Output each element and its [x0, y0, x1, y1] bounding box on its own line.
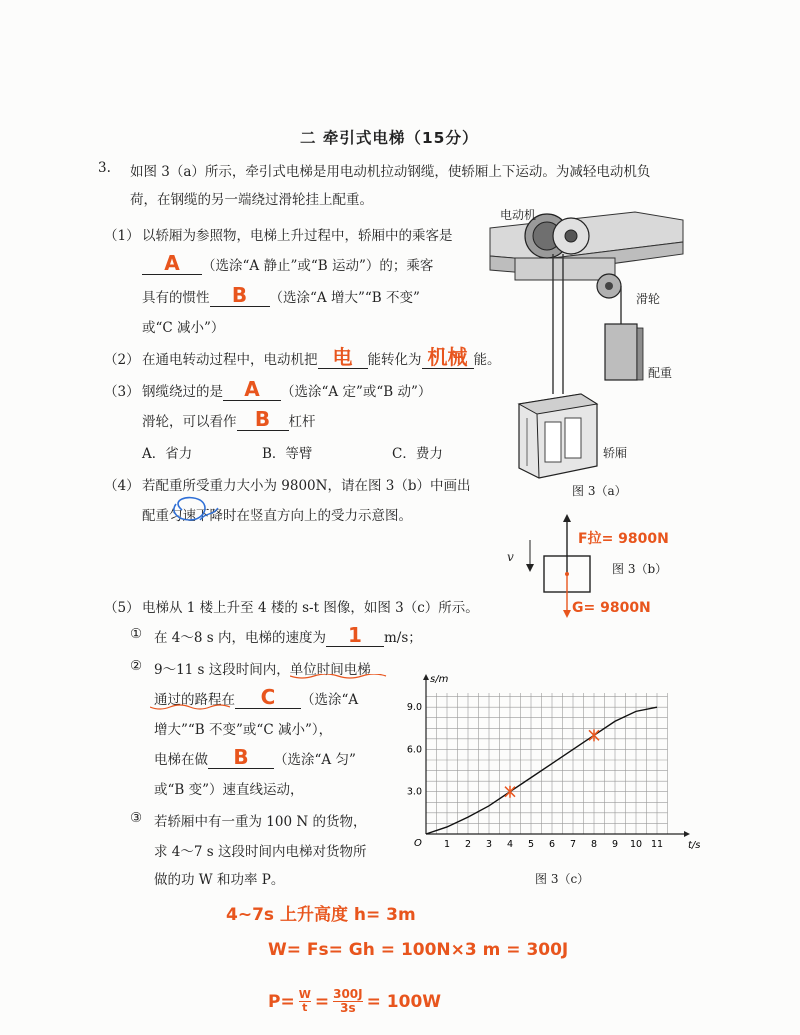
part1-answer-blank-1[interactable] [142, 251, 202, 275]
part1-text-4: （选涂“A 增大”“B 不变” [269, 290, 420, 306]
x-axis-arrow [684, 831, 690, 837]
part3-answer-blank-2[interactable] [237, 407, 289, 431]
part2-answer-blank-2[interactable] [422, 345, 474, 369]
origin-label: O [414, 838, 422, 849]
label-cab: 轿厢 [603, 446, 628, 460]
y-tick-label: 3.0 [406, 786, 422, 798]
part4-number: （4） [104, 478, 140, 494]
force-up-label: F拉= 9800N [578, 531, 669, 547]
sub3-line-3: 做的功 W 和功率 P。 [154, 872, 285, 888]
sub1-answer: 1 [348, 623, 362, 647]
y-tick-label: 9.0 [406, 702, 422, 714]
y-axis-arrow [423, 674, 429, 680]
x-tick-label: 2 [464, 839, 472, 850]
part1-line-5: 或“C 减小”） [142, 320, 225, 336]
sub2-line-5: 或“B 变”）速直线运动， [154, 782, 304, 798]
fig-c-caption: 图 3（c） [535, 872, 590, 886]
elevator-diagram [485, 198, 690, 498]
x-tick-label: 9 [611, 839, 619, 850]
x-tick-label: 3 [485, 839, 493, 850]
part3-option-a[interactable]: A．省力 [142, 446, 193, 462]
x-tick-label: 11 [650, 839, 664, 850]
question-intro-line-1: 如图 3（a）所示，牵引式电梯是用电动机拉动钢缆，使轿厢上下运动。为减轻电动机负 [130, 164, 651, 180]
sub1-line [154, 623, 422, 647]
x-tick-label: 4 [506, 839, 514, 850]
sub2-line-4 [154, 745, 356, 769]
part2-text-2: 能转化为 [367, 352, 422, 368]
sub2-answer-2: B [233, 745, 249, 769]
part3-text-2: （选涂“A 定”或“B 动”） [281, 384, 432, 400]
equals-sign: = [314, 991, 330, 1012]
part4-line-1: 若配重所受重力大小为 9800N，请在图 3（b）中画出 [142, 478, 471, 494]
part2-answer-2: 机械 [427, 345, 468, 369]
power-result: = 100W [366, 991, 442, 1012]
sub2-line-1: 9～11 s 这段时间内，单位时间电梯 [154, 662, 371, 678]
part2-text-1: 在通电转动过程中，电动机把 [142, 352, 318, 368]
fraction-denominator-2: 3s [333, 1001, 363, 1015]
force-down-label: G= 9800N [572, 600, 651, 616]
part4-line-2: 配重匀速下降时在竖直方向上的受力示意图。 [142, 508, 412, 524]
part2-answer-1: 电 [332, 345, 353, 369]
part2-text-3: 能。 [473, 352, 501, 368]
x-axis-label: t/s [688, 840, 700, 851]
sub1-answer-blank[interactable] [326, 623, 384, 647]
fraction-numerator-1: W [298, 988, 311, 1001]
part3-answer-blank-1[interactable] [223, 377, 281, 401]
part2-answer-blank-1[interactable] [318, 345, 368, 369]
fig-a-caption: 图 3（a） [572, 484, 627, 498]
sub3-number: ③ [130, 810, 143, 826]
fraction-w-t [299, 989, 311, 1014]
handwritten-circle-mark [160, 494, 222, 524]
x-tick-label: 8 [590, 839, 598, 850]
y-tick-label: 6.0 [406, 744, 422, 756]
part1-answer-1: A [164, 251, 180, 275]
part1-line-1: 以轿厢为参照物，电梯上升过程中，轿厢中的乘客是 [142, 228, 453, 244]
part3-line-2 [142, 407, 316, 431]
sub3-line-1: 若轿厢中有一重为 100 N 的货物， [154, 814, 367, 830]
y-axis-label: s/m [430, 674, 449, 685]
question-intro-line-2: 荷，在钢缆的另一端绕过滑轮挂上配重。 [130, 192, 373, 208]
part3-option-b[interactable]: B．等臂 [262, 446, 313, 462]
sub2-text-6: （选涂“A 匀” [274, 752, 356, 768]
sub2-answer-1: C [260, 685, 276, 709]
sub3-line-2: 求 4～7 s 这段时间内电梯对货物所 [154, 844, 367, 860]
handwritten-underline-marks [290, 674, 390, 714]
label-counterweight: 配重 [648, 366, 673, 380]
part2-number: （2） [104, 352, 140, 368]
fraction-values [333, 988, 363, 1015]
velocity-label: v [507, 550, 514, 564]
power-symbol: P= [268, 991, 295, 1012]
fraction-denominator-1: t [299, 1001, 311, 1014]
part1-text-2: （选涂“A 静止”或“B 运动”）的；乘客 [202, 258, 434, 274]
part3-text-4: 杠杆 [288, 414, 316, 430]
sub2-text-2: 通过的路程在 [154, 692, 235, 708]
section-title: 二 牵引式电梯（15分） [300, 129, 479, 147]
x-tick-label: 7 [569, 839, 577, 850]
question-number: 3. [98, 160, 111, 176]
sub1-text-2: m/s； [383, 630, 422, 646]
x-tick-label: 5 [527, 839, 535, 850]
part3-answer-1: A [244, 377, 260, 401]
part1-answer-blank-2[interactable] [210, 283, 270, 307]
part1-line-3 [142, 283, 420, 307]
sub2-number: ② [130, 658, 143, 674]
sub1-text-1: 在 4～8 s 内，电梯的速度为 [154, 630, 326, 646]
sub2-text-3: （选涂“A [301, 692, 359, 708]
part5-intro: 电梯从 1 楼上升至 4 楼的 s-t 图像，如图 3（c）所示。 [142, 600, 479, 616]
work-line-3 [268, 988, 441, 1015]
sub1-number: ① [130, 626, 143, 642]
part3-line-1 [142, 377, 432, 401]
x-tick-label: 1 [443, 839, 451, 850]
part1-number: （1） [104, 228, 140, 244]
part2-line [142, 345, 501, 369]
x-tick-label: 10 [629, 839, 643, 850]
fig-b-caption: 图 3（b） [612, 562, 668, 576]
part3-number: （3） [104, 384, 140, 400]
handwritten-underline-marks-2 [150, 704, 240, 712]
x-tick-label: 6 [548, 839, 556, 850]
sub2-line-3: 增大”“B 不变”或“C 减小”）， [154, 722, 333, 738]
work-line-2: W= Fs= Gh = 100N×3 m = 300J [268, 940, 569, 960]
fraction-numerator-2: 300J [333, 987, 363, 1001]
part3-text-1: 钢缆绕过的是 [142, 384, 223, 400]
part1-text-3: 具有的惯性 [142, 290, 210, 306]
part3-text-3: 滑轮，可以看作 [142, 414, 237, 430]
label-pulley: 滑轮 [636, 292, 661, 306]
part1-answer-2: B [231, 283, 248, 307]
sub2-answer-blank-2[interactable] [208, 745, 274, 769]
part1-line-2 [142, 251, 434, 275]
part3-option-c[interactable]: C．费力 [392, 446, 443, 462]
sub2-text-5: 电梯在做 [154, 752, 208, 768]
s-t-chart [400, 668, 700, 868]
part3-answer-2: B [254, 407, 271, 431]
part5-number: （5） [104, 600, 140, 616]
label-motor: 电动机 [500, 208, 537, 222]
marked-point [589, 729, 599, 741]
work-line-1: 4~7s 上升高度 h= 3m [226, 905, 416, 925]
